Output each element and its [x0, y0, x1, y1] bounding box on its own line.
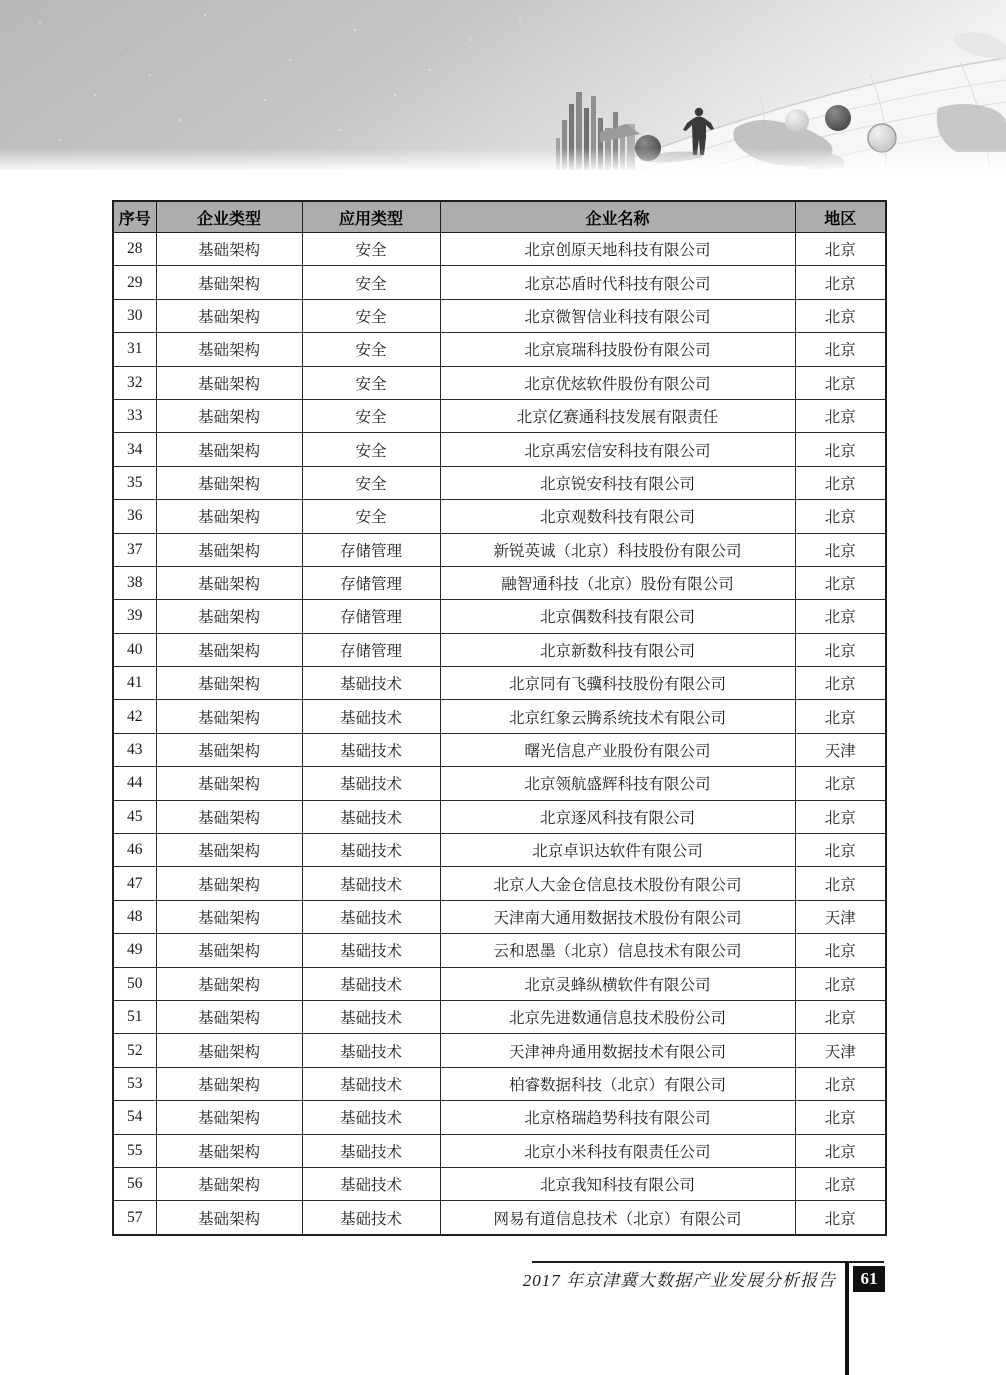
table-cell: 基础架构 — [156, 733, 302, 766]
table-row — [113, 333, 886, 366]
table-row — [113, 733, 886, 766]
table-cell: 北京 — [795, 834, 886, 867]
table-cell: 基础架构 — [156, 1201, 302, 1235]
table-cell: 北京亿赛通科技发展有限责任 — [440, 399, 795, 432]
table-cell: 存储管理 — [302, 533, 440, 566]
table-cell: 34 — [113, 433, 156, 466]
table-cell: 基础技术 — [302, 1201, 440, 1235]
table-cell: 北京 — [795, 667, 886, 700]
table-cell: 北京小米科技有限责任公司 — [440, 1134, 795, 1167]
table-cell: 41 — [113, 667, 156, 700]
table-cell: 基础架构 — [156, 566, 302, 599]
table-cell: 北京禹宏信安科技有限公司 — [440, 433, 795, 466]
table-row — [113, 900, 886, 933]
table-cell: 北京 — [795, 934, 886, 967]
table-cell: 基础架构 — [156, 433, 302, 466]
table-cell: 50 — [113, 967, 156, 1000]
table-row — [113, 566, 886, 599]
table-cell: 40 — [113, 633, 156, 666]
table-cell: 北京 — [795, 700, 886, 733]
table-cell: 基础技术 — [302, 733, 440, 766]
table-cell: 北京 — [795, 867, 886, 900]
table-row — [113, 233, 886, 266]
table-cell: 56 — [113, 1167, 156, 1200]
table-cell: 存储管理 — [302, 633, 440, 666]
table-cell: 融智通科技（北京）股份有限公司 — [440, 566, 795, 599]
table-cell: 北京锐安科技有限公司 — [440, 466, 795, 499]
table-cell: 38 — [113, 566, 156, 599]
table-cell: 北京 — [795, 800, 886, 833]
table-cell: 基础架构 — [156, 600, 302, 633]
table-row — [113, 667, 886, 700]
table-cell: 28 — [113, 233, 156, 266]
table-cell: 基础技术 — [302, 700, 440, 733]
table-cell: 北京 — [795, 1134, 886, 1167]
table-cell: 北京 — [795, 566, 886, 599]
table-cell: 北京宸瑞科技股份有限公司 — [440, 333, 795, 366]
table-cell: 基础技术 — [302, 967, 440, 1000]
table-cell: 曙光信息产业股份有限公司 — [440, 733, 795, 766]
table-cell: 北京 — [795, 767, 886, 800]
table-cell: 基础技术 — [302, 1000, 440, 1033]
table-cell: 北京 — [795, 266, 886, 299]
column-header-index: 序号 — [113, 201, 156, 233]
table-cell: 北京先进数通信息技术股份公司 — [440, 1000, 795, 1033]
table-cell: 北京优炫软件股份有限公司 — [440, 366, 795, 399]
table-cell: 天津神舟通用数据技术有限公司 — [440, 1034, 795, 1067]
table-cell: 北京芯盾时代科技有限公司 — [440, 266, 795, 299]
table-cell: 北京灵蜂纵横软件有限公司 — [440, 967, 795, 1000]
table-row — [113, 700, 886, 733]
table-cell: 42 — [113, 700, 156, 733]
table-cell: 北京我知科技有限公司 — [440, 1167, 795, 1200]
table-row — [113, 967, 886, 1000]
table-cell: 基础架构 — [156, 1000, 302, 1033]
table-cell: 天津 — [795, 733, 886, 766]
table-cell: 基础架构 — [156, 333, 302, 366]
table-cell: 32 — [113, 366, 156, 399]
table-cell: 基础架构 — [156, 967, 302, 1000]
table-cell: 35 — [113, 466, 156, 499]
table-cell: 北京 — [795, 333, 886, 366]
table-cell: 北京 — [795, 500, 886, 533]
table-cell: 北京卓识达软件有限公司 — [440, 834, 795, 867]
table-row — [113, 867, 886, 900]
table-cell: 基础架构 — [156, 399, 302, 432]
table-cell: 49 — [113, 934, 156, 967]
table-cell: 基础技术 — [302, 834, 440, 867]
table-cell: 48 — [113, 900, 156, 933]
table-cell: 33 — [113, 399, 156, 432]
table-cell: 基础架构 — [156, 800, 302, 833]
table-cell: 基础架构 — [156, 633, 302, 666]
table-cell: 安全 — [302, 500, 440, 533]
table-cell: 43 — [113, 733, 156, 766]
table-cell: 北京 — [795, 1000, 886, 1033]
table-cell: 37 — [113, 533, 156, 566]
table-row — [113, 1034, 886, 1067]
table-cell: 29 — [113, 266, 156, 299]
footer-report-title: 2017 年京津冀大数据产业发展分析报告 — [522, 1271, 836, 1290]
table-row — [113, 266, 886, 299]
page-banner — [0, 0, 1006, 170]
table-cell: 北京创原天地科技有限公司 — [440, 233, 795, 266]
table-row — [113, 1167, 886, 1200]
table-cell: 基础架构 — [156, 1034, 302, 1067]
table-row — [113, 366, 886, 399]
table-cell: 安全 — [302, 399, 440, 432]
table-cell: 北京 — [795, 967, 886, 1000]
table-cell: 北京 — [795, 299, 886, 332]
table-cell: 46 — [113, 834, 156, 867]
table-cell: 基础架构 — [156, 867, 302, 900]
table-cell: 北京格瑞趋势科技有限公司 — [440, 1101, 795, 1134]
table-cell: 基础架构 — [156, 700, 302, 733]
table-cell: 基础架构 — [156, 1067, 302, 1100]
table-cell: 北京 — [795, 466, 886, 499]
table-cell: 基础技术 — [302, 934, 440, 967]
table-cell: 天津 — [795, 1034, 886, 1067]
table-cell: 北京 — [795, 399, 886, 432]
table-cell: 北京 — [795, 600, 886, 633]
table-cell: 安全 — [302, 233, 440, 266]
table-cell: 北京 — [795, 366, 886, 399]
table-cell: 53 — [113, 1067, 156, 1100]
table-cell: 基础技术 — [302, 1067, 440, 1100]
table-cell: 基础架构 — [156, 533, 302, 566]
table-cell: 52 — [113, 1034, 156, 1067]
column-header-region: 地区 — [795, 201, 886, 233]
table-cell: 基础架构 — [156, 500, 302, 533]
table-cell: 安全 — [302, 466, 440, 499]
table-cell: 存储管理 — [302, 566, 440, 599]
table-cell: 54 — [113, 1101, 156, 1134]
table-row — [113, 800, 886, 833]
table-cell: 基础技术 — [302, 667, 440, 700]
table-cell: 51 — [113, 1000, 156, 1033]
table-cell: 北京 — [795, 633, 886, 666]
table-cell: 北京 — [795, 1101, 886, 1134]
table-row — [113, 1134, 886, 1167]
table-cell: 云和恩墨（北京）信息技术有限公司 — [440, 934, 795, 967]
column-header-company-type: 企业类型 — [156, 201, 302, 233]
table-row — [113, 533, 886, 566]
footer-vertical-bar — [845, 1261, 849, 1375]
table-cell: 北京 — [795, 1167, 886, 1200]
table-cell: 北京新数科技有限公司 — [440, 633, 795, 666]
table-cell: 基础技术 — [302, 1167, 440, 1200]
table-cell: 网易有道信息技术（北京）有限公司 — [440, 1201, 795, 1235]
table-row — [113, 500, 886, 533]
table-cell: 北京 — [795, 533, 886, 566]
table-row — [113, 834, 886, 867]
table-cell: 45 — [113, 800, 156, 833]
table-cell: 基础技术 — [302, 867, 440, 900]
table-cell: 安全 — [302, 333, 440, 366]
table-cell: 基础架构 — [156, 266, 302, 299]
table-cell: 安全 — [302, 299, 440, 332]
table-cell: 天津南大通用数据技术股份有限公司 — [440, 900, 795, 933]
table-cell: 柏睿数据科技（北京）有限公司 — [440, 1067, 795, 1100]
table-cell: 基础技术 — [302, 1101, 440, 1134]
table-cell: 基础架构 — [156, 900, 302, 933]
table-cell: 基础架构 — [156, 667, 302, 700]
table-cell: 天津 — [795, 900, 886, 933]
table-cell: 北京观数科技有限公司 — [440, 500, 795, 533]
column-header-company-name: 企业名称 — [440, 201, 795, 233]
table-cell: 基础技术 — [302, 1134, 440, 1167]
table-cell: 北京 — [795, 433, 886, 466]
table-row — [113, 433, 886, 466]
table-cell: 北京逐风科技有限公司 — [440, 800, 795, 833]
table-cell: 北京人大金仓信息技术股份有限公司 — [440, 867, 795, 900]
table-row — [113, 1201, 886, 1235]
table-cell: 基础技术 — [302, 1034, 440, 1067]
table-row — [113, 600, 886, 633]
table-cell: 31 — [113, 333, 156, 366]
table-cell: 基础架构 — [156, 767, 302, 800]
table-cell: 北京同有飞骥科技股份有限公司 — [440, 667, 795, 700]
table-cell: 基础架构 — [156, 466, 302, 499]
table-cell: 存储管理 — [302, 600, 440, 633]
table-cell: 安全 — [302, 366, 440, 399]
table-cell: 基础技术 — [302, 800, 440, 833]
companies-table — [112, 200, 887, 1236]
companies-table-container — [112, 200, 885, 1236]
table-cell: 基础架构 — [156, 1101, 302, 1134]
banner-illustration — [0, 0, 1006, 170]
table-cell: 北京偶数科技有限公司 — [440, 600, 795, 633]
table-cell: 基础技术 — [302, 767, 440, 800]
table-cell: 47 — [113, 867, 156, 900]
table-cell: 44 — [113, 767, 156, 800]
table-cell: 基础架构 — [156, 299, 302, 332]
table-cell: 基础架构 — [156, 1167, 302, 1200]
table-row — [113, 633, 886, 666]
table-cell: 57 — [113, 1201, 156, 1235]
table-cell: 基础架构 — [156, 934, 302, 967]
table-row — [113, 1067, 886, 1100]
table-cell: 新锐英诚（北京）科技股份有限公司 — [440, 533, 795, 566]
table-cell: 北京红象云腾系统技术有限公司 — [440, 700, 795, 733]
table-row — [113, 1101, 886, 1134]
page-number-badge: 61 — [853, 1266, 885, 1292]
table-row — [113, 299, 886, 332]
table-cell: 基础架构 — [156, 233, 302, 266]
table-cell: 基础架构 — [156, 834, 302, 867]
table-cell: 北京 — [795, 1201, 886, 1235]
table-cell: 30 — [113, 299, 156, 332]
table-row — [113, 934, 886, 967]
table-cell: 安全 — [302, 433, 440, 466]
table-cell: 55 — [113, 1134, 156, 1167]
table-cell: 基础技术 — [302, 900, 440, 933]
table-cell: 北京微智信业科技有限公司 — [440, 299, 795, 332]
table-cell: 39 — [113, 600, 156, 633]
table-header-row — [113, 201, 886, 233]
table-row — [113, 399, 886, 432]
table-cell: 36 — [113, 500, 156, 533]
table-cell: 基础架构 — [156, 366, 302, 399]
table-row — [113, 1000, 886, 1033]
footer-rule — [532, 1261, 884, 1263]
table-cell: 北京领航盛辉科技有限公司 — [440, 767, 795, 800]
table-cell: 基础架构 — [156, 1134, 302, 1167]
table-row — [113, 767, 886, 800]
table-row — [113, 466, 886, 499]
table-cell: 安全 — [302, 266, 440, 299]
table-cell: 北京 — [795, 233, 886, 266]
table-cell: 北京 — [795, 1067, 886, 1100]
column-header-app-type: 应用类型 — [302, 201, 440, 233]
